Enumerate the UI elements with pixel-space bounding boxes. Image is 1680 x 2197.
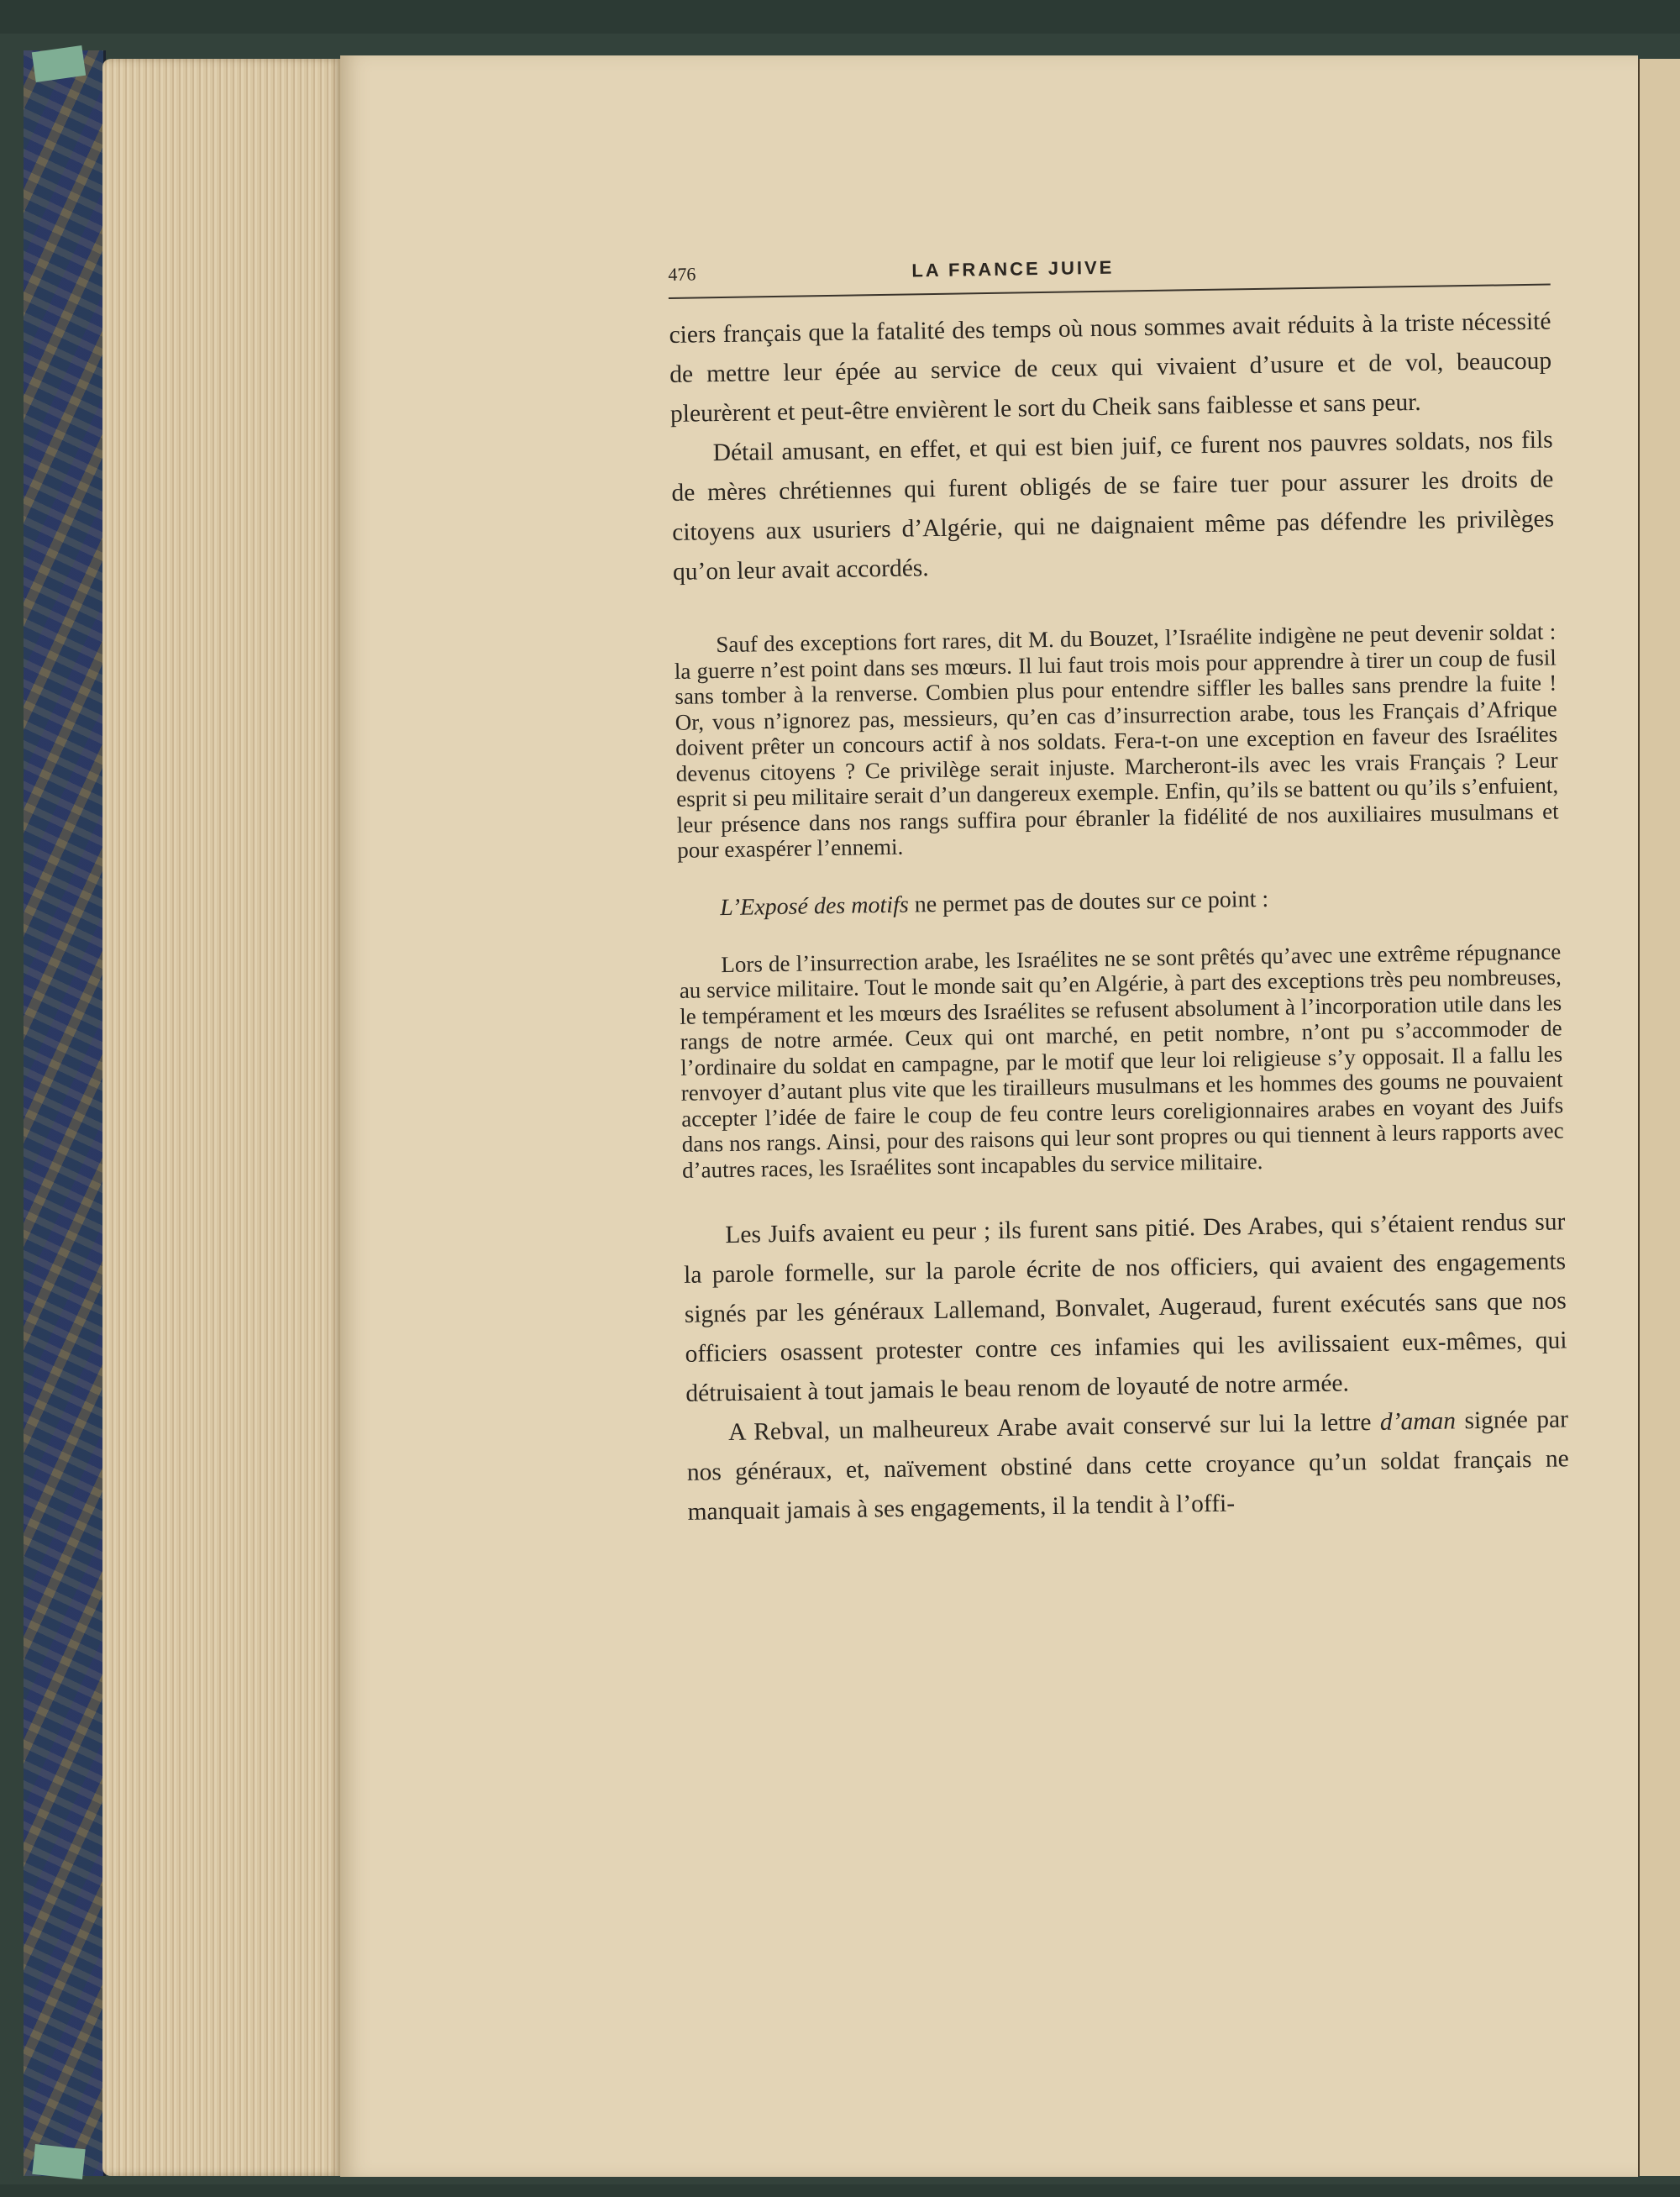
next-page-edge xyxy=(1636,59,1680,2176)
cover-corner-bottom xyxy=(32,2144,85,2179)
lead-italic: L’Exposé des motifs xyxy=(720,891,909,921)
paragraph-1: ciers français que la fatalité des temps où nous sommes avait réduits à la triste nécessité de mettre leur épée au service de ceux qui vivaient d’usure et de vol, beaucoup pleurèrent et peut-être envièrent le sort du Cheik sans faiblesse et sans peur. xyxy=(669,307,1552,428)
lead-rest: ne permet pas de doutes sur ce point : xyxy=(908,886,1269,918)
paragraph-3: Les Juifs avaient eu peur ; ils furent sans pitié. Des Arabes, qui s’étaient rendus sur la parole formelle, sur la parole écrite de nos officiers, qui avaient des engagements signés par les généraux Lallemand, Bonvalet, Augeraud, furent exécutés sans que nos officiers osassent protester contre ces infamies qui les avilissaient eux-mêmes, qui détruisaient à tout jamais le beau renom de loyauté de notre armée. xyxy=(683,1208,1567,1407)
paragraph-4-end: signée par nos généraux, et, naïvement obstiné dans cette croyance qu’un soldat français ne manquait jamais à ses engagements, il la tendit à l’offi- xyxy=(686,1406,1569,1526)
running-title: LA FRANCE JUIVE xyxy=(911,256,1115,281)
quotation-du-bouzet: Sauf des exceptions fort rares, dit M. du Bouzet, l’Israélite indigène ne peut devenir soldat : la guerre n’est point dans ses mœurs. Il lui faut trois mois pour apprendre à tirer un coup de fusil sans tomber à la renverse. Combien plus pour entendre siffler les balles sans prendre la fuite ! Or, vous n’ignorez pas, messieurs, qu’en cas d’insurrection arabe, tous les Français d’Afrique doivent prêter un concours actif à nos soldats. Fera-t-on une exception en faveur des Israélites devenus citoyens ? Ce privilège serait injuste. Marcheront-ils avec les vrais Français ? Leur esprit si peu militaire serait d’un dangereux exemple. Enfin, qu’ils se battent ou qu’ils s’enfuient, leur présence dans nos rangs suffira pour ébranler la fidélité de nos auxiliaires musulmans et pour exaspérer l’ennemi. xyxy=(674,618,1559,863)
page-stack-edge xyxy=(102,59,342,2176)
paragraph-4-start: A Rebval, un malheureux Arabe avait conservé sur lui la lettre xyxy=(727,1408,1381,1447)
quotation-expose: Lors de l’insurrection arabe, les Israélites ne se sont prêtés qu’avec une extrême répugnance au service militaire. Tout le monde sait qu’en Algérie, à part des exceptions très peu nombreuses, le tempérament et les mœurs des Israélites se refusent absolument à l’incorporation utile dans les rangs de notre armée. Ceux qui ont marché, en petit nombre, n’ont pu s’accommoder de l’ordinaire du soldat en campagne, par le motif que leur loi religieuse s’y opposait. Il a fallu les renvoyer d’autant plus vite que les tirailleurs musulmans et les hommes des goums ne pouvaient accepter l’idée de faire le coup de feu contre leurs coreligionnaires arabes en voyant des Juifs dans nos rangs. Ainsi, pour des raisons qui leur sont propres ou qui tiennent à leurs rapports avec d’autres races, les Israélites sont incapables du service militaire. xyxy=(679,938,1564,1183)
page-text xyxy=(668,239,1570,1532)
paragraph-4 xyxy=(686,1400,1570,1532)
marbled-edge xyxy=(24,50,106,2176)
paragraph-2: Détail amusant, en effet, et qui est bien juif, ce furent nos pauvres soldats, nos fils de mères chrétiennes qui furent obligés de se faire tuer pour assurer les droits de citoyens aux usuriers d’Algérie, qui ne daignaient même pas défendre les privilèges qu’on leur avait accordés. xyxy=(671,426,1555,586)
page-number: 476 xyxy=(668,263,696,285)
paragraph-4-italic: d’aman xyxy=(1379,1407,1457,1436)
